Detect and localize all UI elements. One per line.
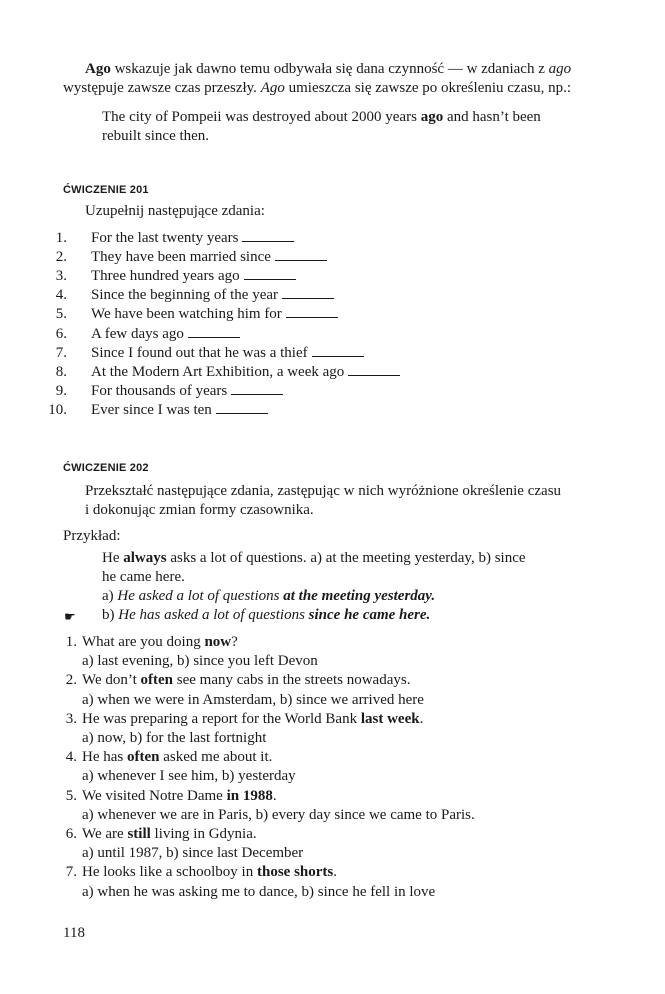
intro-line-2 — [63, 79, 571, 98]
item-number: 5. — [55, 306, 67, 323]
item-text: At the Modern Art Exhibition, a week ago — [91, 363, 345, 380]
example-text: He — [102, 550, 124, 566]
item-number: 2. — [55, 249, 67, 266]
sentence-text: He was preparing a report for the World Bank — [82, 710, 361, 727]
item-number: 4. — [65, 749, 77, 766]
exercise-202-sentence — [82, 671, 410, 690]
page-number: 118 — [63, 925, 85, 941]
item-number: 7. — [65, 864, 77, 881]
intro-keyword: Ago — [85, 61, 111, 77]
answer-blank[interactable] — [312, 344, 364, 357]
intro-example-line-2: rebuilt since then. — [102, 128, 210, 144]
item-number: 3. — [55, 268, 67, 285]
answer-text: He asked a lot of questions — [117, 588, 284, 604]
intro-keyword-italic: Ago — [260, 80, 285, 96]
intro-example-line-1 — [102, 108, 541, 127]
item-number: 2. — [65, 672, 77, 689]
item-text: They have been married since — [91, 249, 271, 266]
exercise-202-sentence — [82, 787, 277, 806]
item-number: 7. — [55, 344, 67, 361]
exercise-201-item — [91, 229, 294, 248]
intro-text: występuje zawsze czas przeszły. — [63, 80, 261, 96]
item-number: 4. — [55, 287, 67, 304]
pointing-hand-icon: ☛ — [64, 610, 76, 625]
exercise-202-options: a) whenever we are in Paris, b) every day since we came to Paris. — [82, 806, 475, 823]
item-number: 9. — [55, 382, 67, 399]
answer-blank[interactable] — [282, 286, 334, 299]
item-number: 10. — [48, 401, 67, 418]
exercise-202-options: a) whenever I see him, b) yesterday — [82, 768, 296, 785]
item-number: 6. — [55, 325, 67, 342]
item-number: 6. — [65, 826, 77, 842]
exercise-201-item — [91, 401, 268, 420]
answer-label: b) — [102, 607, 119, 623]
exercise-202-options: a) when we were in Amsterdam, b) since we arrived here — [82, 691, 424, 708]
sentence-text: . — [333, 864, 337, 881]
time-expression: often — [127, 749, 160, 766]
example-label: Przykład: — [63, 528, 121, 544]
exercise-201-item — [91, 344, 364, 363]
exercise-201-item — [91, 267, 296, 286]
exercise-201-heading: ĆWICZENIE 201 — [63, 184, 149, 196]
answer-text: He has asked a lot of questions — [118, 607, 309, 623]
exercise-201-item — [91, 305, 338, 324]
exercise-201-item — [91, 248, 327, 267]
item-text: Ever since I was ten — [91, 401, 212, 418]
answer-blank[interactable] — [242, 229, 294, 242]
example-sentence-line-2: he came here. — [102, 569, 185, 585]
answer-blank[interactable] — [244, 267, 296, 280]
sentence-text: living in Gdynia. — [150, 826, 257, 842]
example-text: and hasn’t been — [443, 109, 541, 125]
sentence-text: ? — [231, 634, 238, 650]
item-text: For the last twenty years — [91, 230, 239, 246]
time-expression: often — [140, 672, 174, 689]
intro-text: umieszcza się zawsze po określeniu czasu, np.: — [284, 80, 571, 96]
time-expression: still — [127, 826, 151, 842]
time-expression: those shorts — [256, 864, 334, 881]
exercise-202-sentence — [82, 748, 272, 767]
sentence-text: . — [419, 710, 424, 727]
answer-blank[interactable] — [231, 382, 283, 395]
answer-blank[interactable] — [188, 325, 240, 338]
time-expression: now — [204, 634, 232, 650]
item-number: 3. — [65, 710, 77, 727]
item-number: 1. — [55, 230, 67, 246]
answer-keyword: at the meeting yesterday. — [283, 588, 436, 604]
example-answer-b — [102, 606, 430, 625]
exercise-202-instruction-line-1: Przekształć następujące zdania, zastępując w nich wyróżnione określenie czasu — [85, 483, 562, 499]
exercise-202-options: a) when he was asking me to dance, b) since he fell in love — [82, 883, 436, 900]
item-number: 5. — [65, 787, 77, 804]
example-keyword: always — [123, 550, 167, 566]
answer-blank[interactable] — [275, 248, 327, 261]
answer-blank[interactable] — [216, 401, 268, 414]
exercise-202-options: a) until 1987, b) since last December — [82, 845, 304, 862]
item-text: For thousands of years — [91, 382, 228, 399]
sentence-text: . — [272, 787, 277, 804]
sentence-text: We visited Notre Dame — [82, 787, 227, 804]
exercise-201-instruction: Uzupełnij następujące zdania: — [85, 203, 265, 219]
item-number: 8. — [55, 363, 67, 380]
sentence-text: We are — [82, 826, 128, 842]
exercise-202-sentence — [82, 825, 257, 844]
exercise-201-item — [91, 325, 240, 344]
example-answer-a — [102, 587, 435, 606]
time-expression: in 1988 — [226, 787, 273, 804]
sentence-text: What are you doing — [82, 634, 205, 650]
exercise-201-item — [91, 382, 283, 401]
sentence-text: He has — [82, 749, 127, 766]
example-text: The city of Pompeii was destroyed about 2000 years — [102, 109, 421, 125]
exercise-202-heading: ĆWICZENIE 202 — [63, 462, 149, 474]
exercise-202-sentence — [82, 863, 337, 882]
answer-label: a) — [102, 588, 118, 604]
time-expression: last week — [360, 710, 420, 727]
sentence-text: asked me about it. — [159, 749, 273, 766]
item-text: Since I found out that he was a thief — [91, 344, 308, 361]
example-keyword: ago — [420, 109, 444, 125]
answer-blank[interactable] — [348, 363, 400, 376]
sentence-text: see many cabs in the streets nowadays. — [173, 672, 411, 689]
answer-keyword: since he came here. — [308, 607, 431, 623]
sentence-text: He looks like a schoolboy in — [82, 864, 257, 881]
example-sentence-line-1 — [102, 549, 526, 568]
exercise-201-item — [91, 286, 334, 305]
intro-keyword-italic: ago — [548, 61, 572, 77]
exercise-201-item — [91, 363, 400, 382]
item-number: 1. — [65, 634, 77, 650]
item-text: Since the beginning of the year — [91, 287, 279, 304]
item-text: A few days ago — [91, 325, 184, 342]
item-text: Three hundred years ago — [91, 268, 240, 285]
example-text: asks a lot of questions. a) at the meeting yesterday, b) since — [166, 550, 526, 566]
exercise-202-instruction-line-2: i dokonując zmian formy czasownika. — [85, 502, 314, 518]
sentence-text: We don’t — [82, 672, 141, 689]
intro-line-1 — [85, 60, 571, 79]
exercise-202-sentence — [82, 633, 238, 652]
intro-text: wskazuje jak dawno temu odbywała się dana czynność — w zdaniach z — [110, 61, 549, 77]
exercise-202-sentence — [82, 710, 423, 729]
item-text: We have been watching him for — [91, 306, 282, 323]
answer-blank[interactable] — [286, 305, 338, 318]
exercise-202-options: a) last evening, b) since you left Devon — [82, 653, 318, 670]
exercise-202-options: a) now, b) for the last fortnight — [82, 730, 267, 746]
